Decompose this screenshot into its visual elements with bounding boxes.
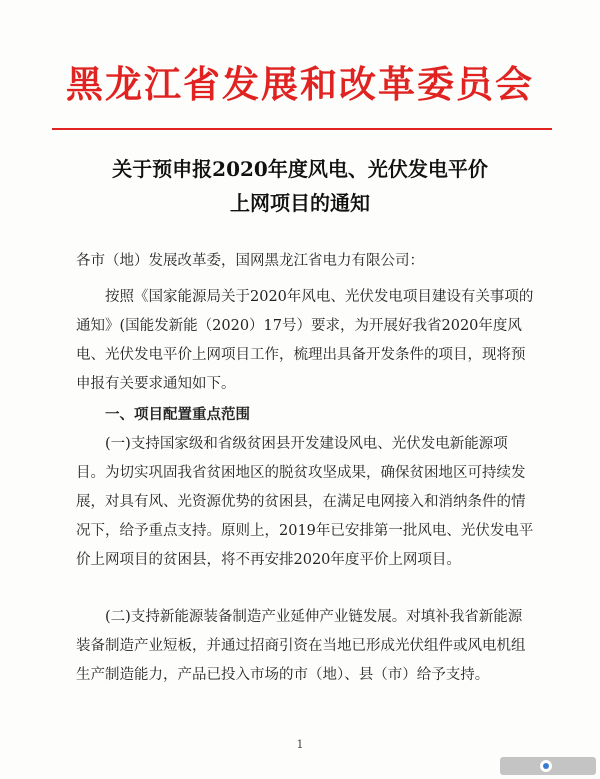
paragraph-poverty-counties: (一)支持国家级和省级贫困县开发建设风电、光伏发电新能源项目。为切实巩固我省贫困地区的脱贫攻坚成果，确保贫困地区可持续发展，对具有风、光资源优势的贫困县，在满足电网接入和消纳条件的情况下，给予重点支持。原则上，2019年已安排第一批风电、光伏发电平价上网项目的贫困县，将不再安排2020年度平价上网项目。 xyxy=(76,436,534,568)
addressee-line: 各市（地）发展改革委，国网黑龙江省电力有限公司： xyxy=(76,253,424,269)
title-line-2: 上网项目的通知 xyxy=(230,191,370,215)
document-title xyxy=(0,152,600,220)
page-number: 1 xyxy=(296,738,304,751)
paragraph-intro: 按照《国家能源局关于2020年风电、光伏发电项目建设有关事项的通知》(国能发新能（2020）17号）要求，为开展好我省2020年度风电、光伏发电平价上网项目工作，梳理出具备开发条件的项目，现将预申报有关要求通知如下。 xyxy=(76,289,534,392)
red-divider-line xyxy=(52,128,552,130)
watermark-logo-icon xyxy=(540,760,552,772)
paragraph-equipment-manufacturing: (二)支持新能源装备制造产业延伸产业链发展。对填补我省新能源装备制造产业短板，并通过招商引资在当地已形成光伏组件或风电机组生产制造能力，产品已投入市场的市（地）、县（市）给予支持。 xyxy=(76,609,526,683)
title-line-1: 关于预申报2020年度风电、光伏发电平价 xyxy=(112,157,488,181)
watermark-badge xyxy=(500,757,596,775)
issuing-organization-header: 黑龙江省发展和改革委员会 xyxy=(66,62,534,106)
section-heading-1: 一、项目配置重点范围 xyxy=(105,406,250,423)
